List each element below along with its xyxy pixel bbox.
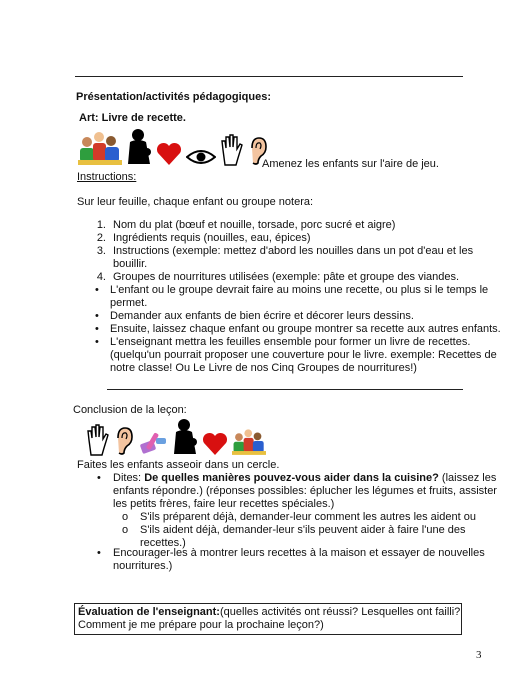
eye-icon bbox=[186, 148, 216, 166]
conclusion-title: Conclusion de la leçon: bbox=[73, 404, 187, 416]
heart-icon bbox=[156, 142, 182, 166]
middle-divider bbox=[107, 389, 463, 390]
children-group-icon bbox=[78, 128, 122, 166]
heart-icon bbox=[202, 432, 228, 456]
children-group-icon bbox=[232, 426, 266, 456]
sheet-intro: Sur leur feuille, chaque enfant ou groupe notera: bbox=[77, 196, 314, 208]
conclusion-intro: Faites les enfants asseoir dans un cercle. bbox=[77, 459, 280, 471]
top-divider bbox=[75, 76, 463, 77]
hand-icon bbox=[86, 422, 110, 456]
ear-icon bbox=[114, 426, 134, 456]
person-child-icon bbox=[126, 128, 152, 166]
tools-icon bbox=[138, 426, 168, 456]
person-child-icon bbox=[172, 418, 198, 456]
icon-row-1 bbox=[78, 128, 268, 166]
page-number: 3 bbox=[476, 649, 482, 661]
hand-icon bbox=[220, 132, 244, 166]
evaluation-box: Évaluation de l'enseignant:(quelles activités ont réussi? Lesquelles ont failli? Comment je me prépare pour la prochaine leçon?) bbox=[74, 603, 462, 635]
icon-row-2 bbox=[86, 418, 266, 456]
art-title: Art: Livre de recette. bbox=[79, 112, 186, 124]
intro-text: Amenez les enfants sur l'aire de jeu. bbox=[262, 158, 439, 170]
section-title: Présentation/activités pédagogiques: bbox=[76, 91, 271, 103]
instructions-label: Instructions: bbox=[77, 171, 137, 183]
